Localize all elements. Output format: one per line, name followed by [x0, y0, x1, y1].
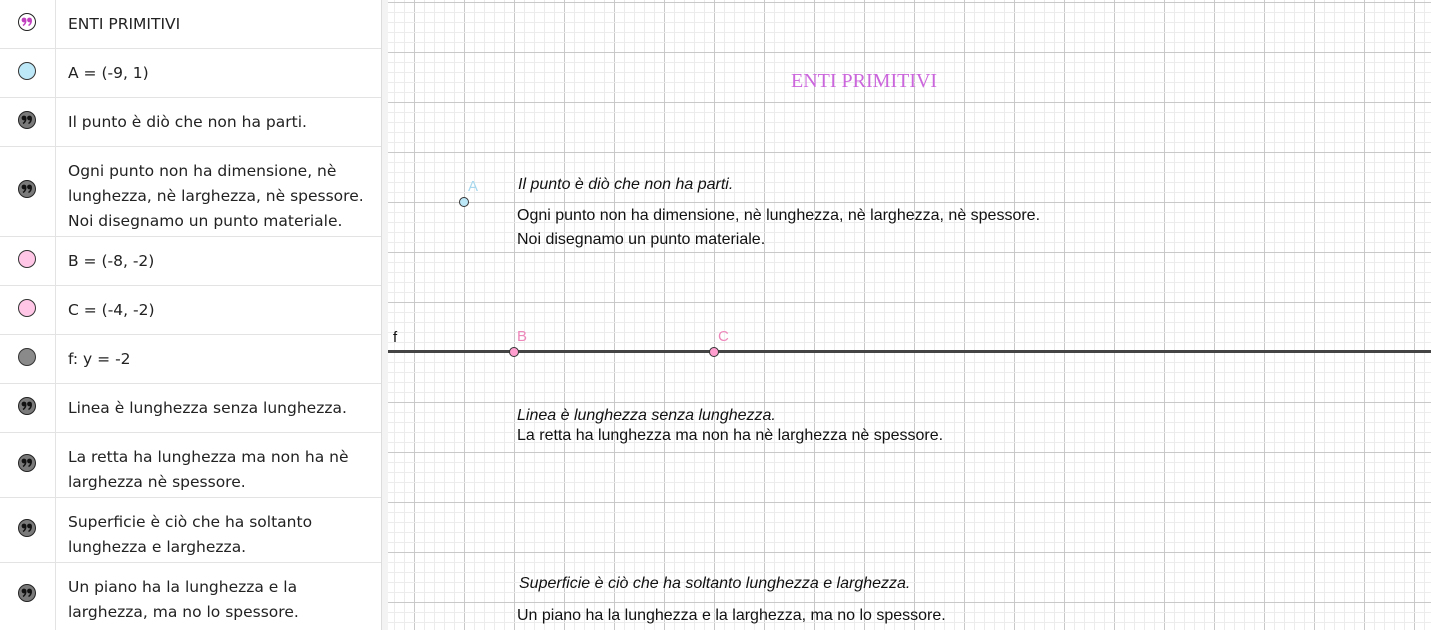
- algebra-row-line-f[interactable]: [0, 335, 381, 384]
- marker-cell: [0, 498, 56, 562]
- algebra-text[interactable]: f: y = -2: [68, 350, 131, 368]
- marker-cell: [0, 384, 56, 432]
- point-visibility-toggle[interactable]: [18, 250, 36, 268]
- algebra-view[interactable]: [0, 0, 381, 630]
- graphics-title[interactable]: ENTI PRIMITIVI: [791, 70, 938, 92]
- point-b[interactable]: [509, 347, 519, 357]
- marker-cell: [0, 0, 56, 48]
- quote-icon[interactable]: [18, 519, 36, 537]
- algebra-text[interactable]: Il punto è diò che non ha parti.: [68, 113, 307, 131]
- quote-icon[interactable]: [18, 180, 36, 198]
- algebra-text[interactable]: ENTI PRIMITIVI: [68, 15, 181, 33]
- algebra-text[interactable]: Ogni punto non ha dimensione, nè lunghezza, nè larghezza, nè spessore. Noi disegnamo un punto materiale.: [68, 162, 364, 230]
- algebra-text[interactable]: Un piano ha la lunghezza e la larghezza, ma no lo spessore.: [68, 578, 299, 621]
- line-f[interactable]: [388, 350, 1431, 353]
- point-b-label[interactable]: B: [517, 328, 528, 345]
- marker-cell: [0, 286, 56, 334]
- algebra-row-text[interactable]: [0, 384, 381, 433]
- view-divider[interactable]: [381, 0, 388, 630]
- quote-icon[interactable]: [18, 397, 36, 415]
- text-retta-desc[interactable]: La retta ha lunghezza ma non ha nè larghezza nè spessore.: [517, 427, 944, 444]
- quote-icon[interactable]: [18, 454, 36, 472]
- grid: [388, 0, 1431, 630]
- algebra-text[interactable]: C = (-4, -2): [68, 301, 155, 319]
- marker-cell: [0, 563, 56, 630]
- marker-cell: [0, 237, 56, 285]
- quote-icon[interactable]: [18, 584, 36, 602]
- text-punto-desc-1[interactable]: Ogni punto non ha dimensione, nè lunghezza, nè larghezza, nè spessore.: [517, 207, 1041, 224]
- algebra-row-text[interactable]: [0, 563, 381, 630]
- algebra-row-text[interactable]: [0, 498, 381, 563]
- point-c[interactable]: [709, 347, 719, 357]
- marker-cell: [0, 98, 56, 146]
- graphics-view[interactable]: [388, 0, 1431, 630]
- algebra-text[interactable]: A = (-9, 1): [68, 64, 149, 82]
- point-a-label[interactable]: A: [468, 178, 479, 195]
- algebra-text[interactable]: B = (-8, -2): [68, 252, 155, 270]
- point-c-label[interactable]: C: [718, 328, 729, 345]
- text-superficie-def[interactable]: Superficie è ciò che ha soltanto lunghezza e larghezza.: [519, 575, 911, 592]
- line-visibility-toggle[interactable]: [18, 348, 36, 366]
- text-punto-desc-2[interactable]: Noi disegnamo un punto materiale.: [517, 231, 766, 248]
- marker-cell: [0, 147, 56, 236]
- algebra-row-text[interactable]: [0, 147, 381, 237]
- algebra-row-title[interactable]: [0, 0, 381, 49]
- point-a[interactable]: [459, 197, 469, 207]
- algebra-row-point-c[interactable]: [0, 286, 381, 335]
- text-piano-desc[interactable]: Un piano ha la lunghezza e la larghezza, ma no lo spessore.: [517, 607, 946, 624]
- algebra-text[interactable]: Linea è lunghezza senza lunghezza.: [68, 399, 347, 417]
- algebra-text[interactable]: La retta ha lunghezza ma non ha nè larghezza nè spessore.: [68, 448, 349, 491]
- marker-cell: [0, 49, 56, 97]
- text-linea-def[interactable]: Linea è lunghezza senza lunghezza.: [517, 407, 776, 424]
- algebra-row-point-b[interactable]: [0, 237, 381, 286]
- text-punto-def[interactable]: Il punto è diò che non ha parti.: [518, 176, 734, 193]
- line-f-label[interactable]: f: [393, 329, 398, 346]
- algebra-row-point-a[interactable]: [0, 49, 381, 98]
- point-visibility-toggle[interactable]: [18, 62, 36, 80]
- quote-icon[interactable]: [18, 13, 36, 31]
- algebra-row-text[interactable]: [0, 98, 381, 147]
- algebra-text[interactable]: Superficie è ciò che ha soltanto lunghezza e larghezza.: [68, 513, 313, 556]
- algebra-row-text[interactable]: [0, 433, 381, 498]
- marker-cell: [0, 433, 56, 497]
- point-visibility-toggle[interactable]: [18, 299, 36, 317]
- marker-cell: [0, 335, 56, 383]
- quote-icon[interactable]: [18, 111, 36, 129]
